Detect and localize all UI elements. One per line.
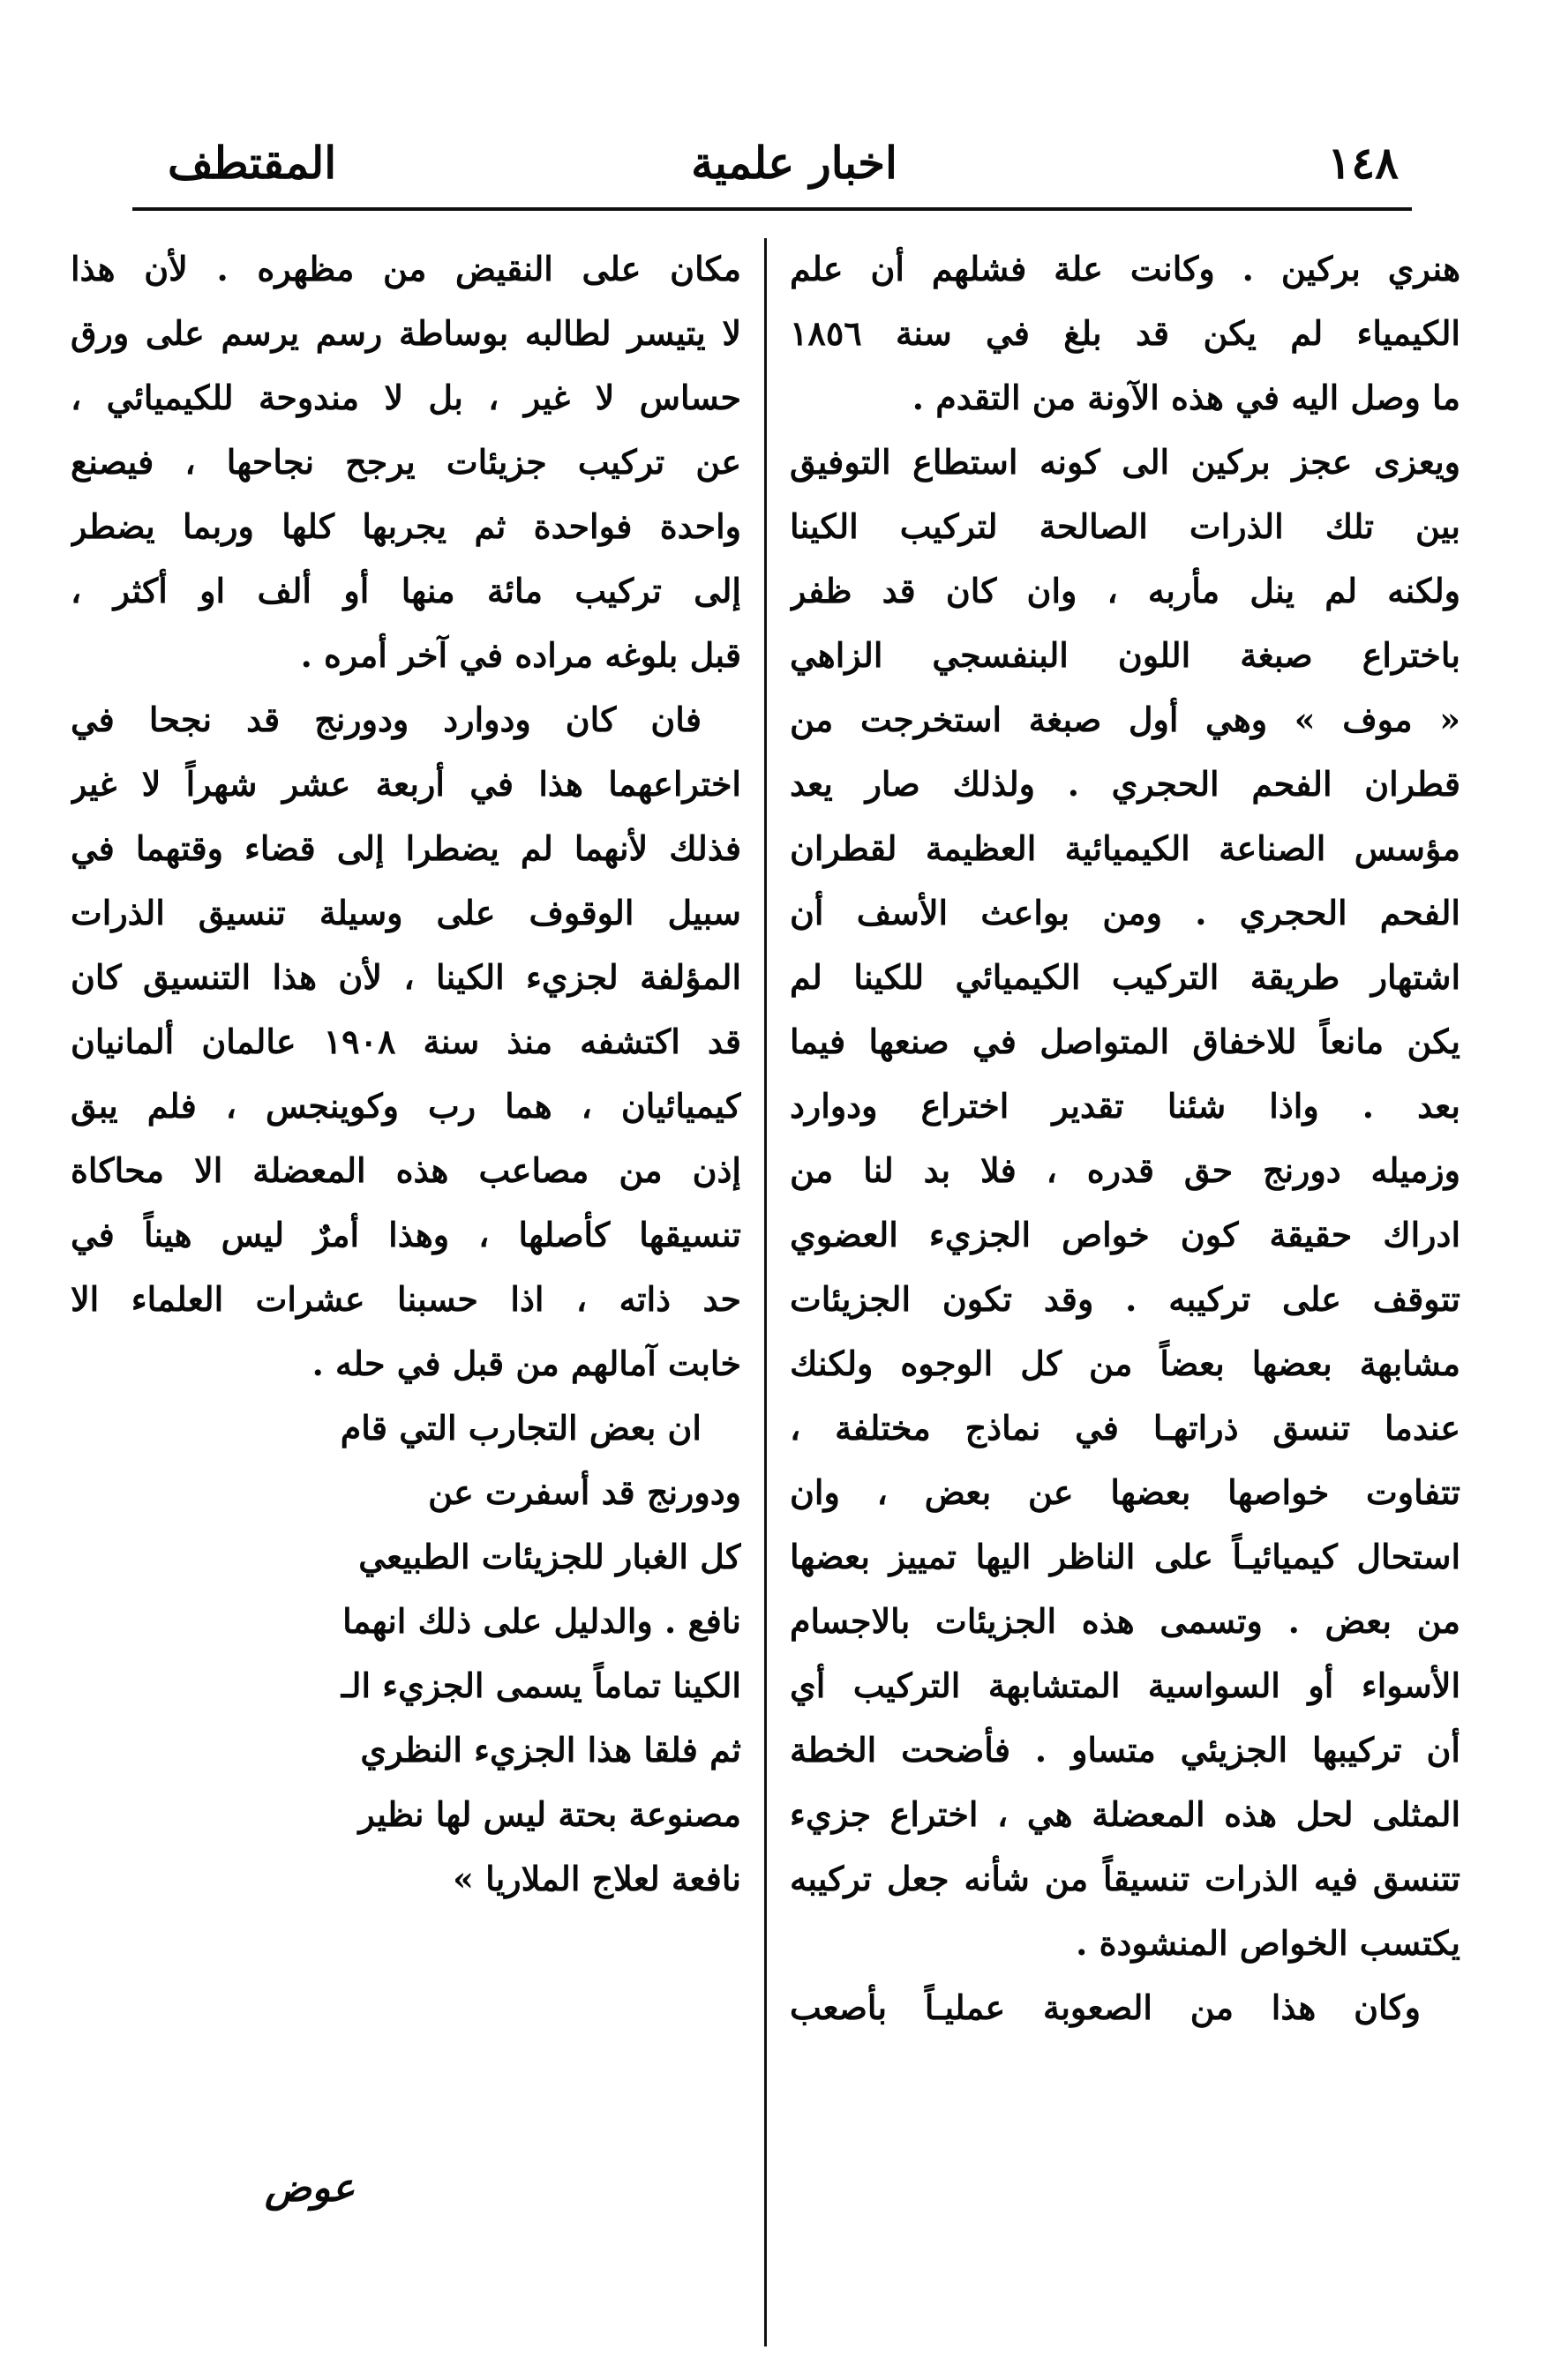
text-line: باختراع صبغة اللون البنفسجي الزاهي — [790, 635, 1460, 675]
text-line: بين تلك الذرات الصالحة لتركيب الكينا — [790, 506, 1460, 546]
journal-name: المقتطف — [168, 137, 337, 189]
text-line: المؤلفة لجزيء الكينا ، لأن هذا التنسيق كان — [71, 957, 741, 997]
text-line: الكينا تماماً يسمى الجزيء الـ — [341, 1665, 741, 1705]
text-line: فان كان ودوارد ودورنج قد نجحا في — [71, 700, 702, 739]
text-line: اشتهار طريقة التركيب الكيميائي للكينا لم — [790, 957, 1460, 997]
text-line: ان بعض التجارب التي قام — [340, 1408, 702, 1448]
text-line: إذن من مصاعب هذه المعضلة الا محاكاة — [71, 1150, 741, 1190]
text-line: بعد . واذا شئنا تقدير اختراع ودوارد — [790, 1086, 1460, 1126]
text-line: فذلك لأنهما لم يضطرا إلى قضاء وقتهما في — [71, 828, 741, 868]
text-line: أن تركيبها الجزيئي متساو . فأضحت الخطة — [790, 1730, 1460, 1770]
text-line: ودورنج قد أسفرت عن — [428, 1472, 741, 1512]
text-line: ما وصل اليه في هذه الآونة من التقدم . — [912, 378, 1460, 417]
text-line: « موف » وهي أول صبغة استخرجت من — [790, 700, 1460, 739]
running-header — [150, 115, 1438, 212]
text-line: مؤسس الصناعة الكيميائية العظيمة لقطران — [790, 828, 1460, 868]
text-line: حد ذاته ، اذا حسبنا عشرات العلماء الا — [71, 1279, 741, 1319]
text-line: المثلى لحل هذه المعضلة هي ، اختراع جزيء — [790, 1794, 1460, 1834]
text-line: مكان على النقيض من مظهره . لأن هذا — [71, 249, 741, 288]
text-line: مصنوعة بحتة ليس لها نظير — [358, 1794, 741, 1834]
column-divider — [764, 238, 767, 2346]
text-line: وكان هذا من الصعوبة عمليـاً بأصعب — [790, 1987, 1421, 2027]
text-line: سبيل الوقوف على وسيلة تنسيق الذرات — [71, 893, 741, 932]
text-line: ثم فلقا هذا الجزيء النظري — [360, 1730, 741, 1770]
text-line: نافع . والدليل على ذلك انهما — [342, 1601, 741, 1641]
text-line: استحال كيميائيـاً على الناظر اليها تمييز بعضها — [790, 1537, 1460, 1576]
text-line: خابت آمالهم من قبل في حله . — [311, 1343, 741, 1383]
section-title: اخبار علمية — [691, 137, 897, 189]
text-line: تتوقف على تركيبه . وقد تكون الجزيئات — [790, 1279, 1460, 1319]
text-line: عن تركيب جزيئات يرجح نجاحها ، فيصنع — [71, 442, 741, 482]
text-line: واحدة فواحدة ثم يجربها كلها وربما يضطر — [71, 506, 741, 546]
text-line: لا يتيسر لطالبه بوساطة رسم يرسم على ورق — [71, 313, 741, 353]
text-line: ادراك حقيقة كون خواص الجزيء العضوي — [790, 1215, 1460, 1254]
text-line: وزميله دورنج حق قدره ، فلا بد لنا من — [790, 1150, 1460, 1190]
author-signature: عوض — [265, 2166, 356, 2211]
text-line: قبل بلوغه مراده في آخر أمره . — [300, 635, 741, 675]
text-line: من بعض . وتسمى هذه الجزيئات بالاجسام — [790, 1601, 1460, 1641]
text-line: إلى تركيب مائة منها أو ألف او أكثر ، — [71, 571, 741, 610]
text-line: تنسيقها كأصلها ، وهذا أمرٌ ليس هيناً في — [71, 1215, 741, 1254]
text-line: الكيمياء لم يكن قد بلغ في سنة ١٨٥٦ — [790, 313, 1460, 353]
text-line: كيميائيان ، هما رب وكوينجس ، فلم يبق — [71, 1086, 741, 1126]
text-line: قد اكتشفه منذ سنة ١٩٠٨ عالمان ألمانيان — [71, 1022, 741, 1061]
text-line: يكتسب الخواص المنشودة . — [1076, 1923, 1460, 1963]
text-line: اختراعهما هذا في أربعة عشر شهراً لا غير — [71, 764, 741, 804]
text-line: قطران الفحم الحجري . ولذلك صار يعد — [790, 764, 1460, 804]
text-line: تتفاوت خواصها بعضها عن بعض ، وان — [790, 1472, 1460, 1512]
text-line: حساس لا غير ، بل لا مندوحة للكيميائي ، — [71, 378, 741, 417]
text-line: كل الغبار للجزيئات الطبيعي — [358, 1537, 741, 1576]
text-line: ولكنه لم ينل مأربه ، وان كان قد ظفر — [790, 571, 1460, 610]
text-line: يكن مانعاً للاخفاق المتواصل في صنعها فيما — [790, 1022, 1460, 1061]
text-line: مشابهة بعضها بعضاً من كل الوجوه ولكنك — [790, 1343, 1460, 1383]
text-line: هنري بركين . وكانت علة فشلهم أن علم — [790, 249, 1460, 288]
text-line: عندما تنسق ذراتهـا في نماذج مختلفة ، — [790, 1408, 1460, 1448]
text-line: ويعزى عجز بركين الى كونه استطاع التوفيق — [790, 442, 1460, 482]
right-column — [790, 236, 1460, 2039]
page-number: ١٤٨ — [1327, 137, 1399, 189]
header-rule — [132, 207, 1412, 211]
text-line: تتنسق فيه الذرات تنسيقاً من شأنه جعل تركيبه — [790, 1859, 1460, 1898]
text-line: نافعة لعلاج الملاريا » — [453, 1859, 741, 1898]
left-column — [71, 236, 741, 1911]
text-line: الفحم الحجري . ومن بواعث الأسف أن — [790, 893, 1460, 932]
text-line: الأسواء أو السواسية المتشابهة التركيب أي — [790, 1665, 1460, 1705]
